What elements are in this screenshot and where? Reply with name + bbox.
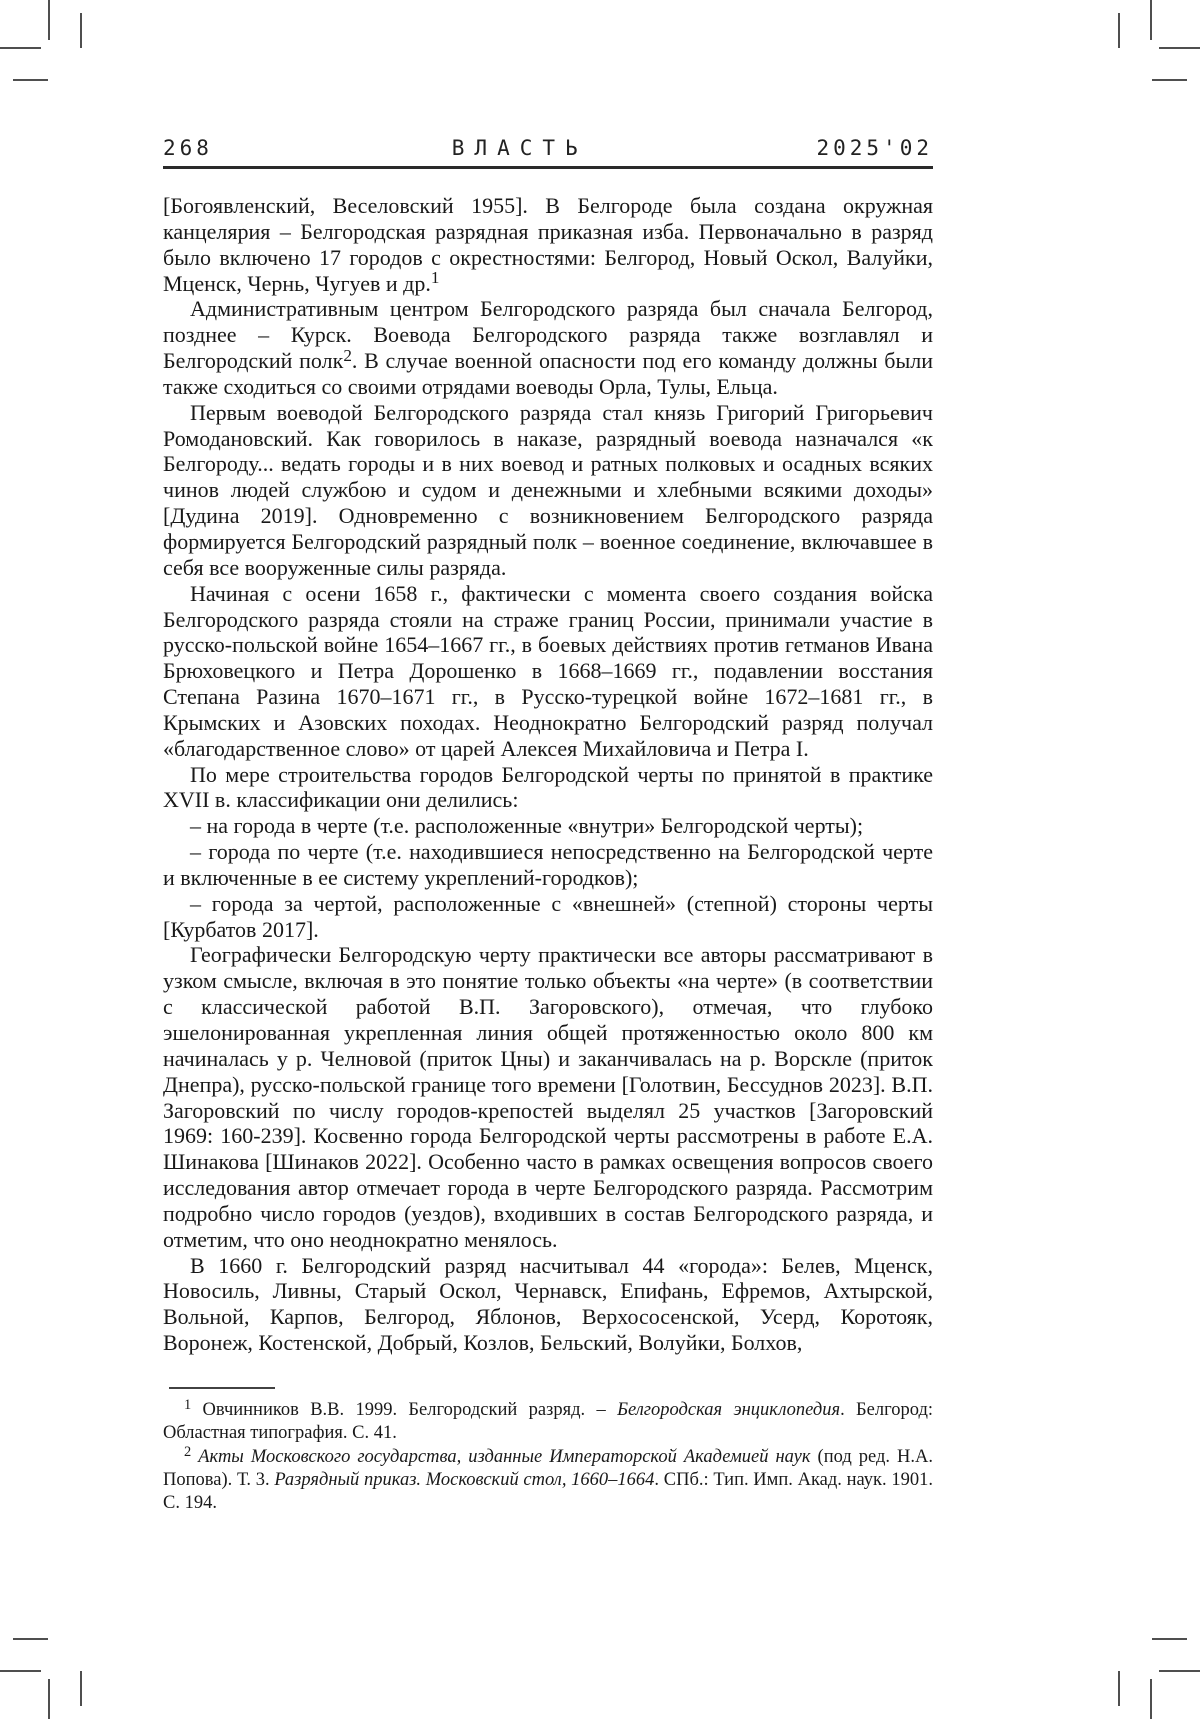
body-text [163,193,933,1356]
text-run: . СПб.: Тип. Имп. Акад. наук. 1901. С. 194. [163,1469,933,1514]
crop-mark [80,1671,82,1706]
paragraph [163,193,933,296]
paragraph [163,891,933,943]
footnote-marker: 2 [184,1443,192,1460]
text-run: Географически Белгородскую черту практически все авторы рассматривают в узком смысле, включая в это понятие только объекты «на черте» (в соответствии с классической работой В.П. Загоровского), отмечая, что глубоко эшелонированная укрепленная линия общей протяженностью около 800 км начиналась у р. Челновой (приток Цны) и заканчивалась на р. Ворскле (приток Днепра), русско-польской границе того времени [Голотвин, Бессуднов 2023]. В.П. Загоровский по числу городов-крепостей выделял 25 участков [Загоровский 1969: 160-239]. Косвенно города Белгородской черты рассмотрены в работе Е.А. Шинакова [Шинаков 2022]. Особенно часто в рамках освещения вопросов своего исследования автор отмечает города в черте Белгородского разряда. Рассмотрим подробно число городов (уездов), входивших в состав Белгородского разряда, и отметим, что оно неоднократно менялось. [163,942,933,1252]
text-run: Административным центром Белгородского разряда был сначала Белгород, позднее – Курск. Воевода Белгородского разряда также возглавлял и Белгородский полк [163,296,933,374]
text-run: Овчинников В.В. 1999. Белгородский разряд. – [191,1399,618,1420]
paragraph [163,813,933,839]
crop-mark [1152,1638,1187,1640]
footnote [163,1396,933,1446]
crop-mark [1118,13,1120,48]
text-run: – на города в черте (т.е. расположенные «внутри» Белгородской черты); [190,813,864,839]
crop-mark [1150,0,1152,40]
text-run: Разрядный приказ. Московский стол, 1660–1664 [274,1469,655,1490]
crop-mark [0,1670,41,1672]
footnote-marker: 1 [430,268,440,288]
paragraph [163,839,933,891]
text-run: Акты Московского государства, изданные Императорской Академией наук [198,1446,811,1467]
paragraph [163,1253,933,1356]
crop-mark [13,79,48,81]
page-number: 268 [163,136,213,160]
text-run: – города по черте (т.е. находившиеся непосредственно на Белгородской черте и включенные в ее систему укреплений-городков); [163,839,933,890]
footnote-separator [169,1387,275,1389]
text-run: В 1660 г. Белгородский разряд насчитывал 44 «города»: Белев, Мценск, Новосиль, Ливны, Старый Оскол, Чернавск, Епифань, Ефремов, Ахтырской, Вольной, Карпов, Белгород, Яблонов, Верхососенской, Усерд, Коротояк, Воронеж, Костенской, Добрый, Козлов, Бельский, Волуйки, Болхов, [163,1252,933,1356]
crop-mark [1152,79,1187,81]
paragraph [163,296,933,399]
text-run: (под ред. Н.А. Попова). Т. 3. [163,1446,933,1490]
crop-mark [0,47,41,49]
text-run: Белгородская энциклопедия [617,1399,841,1420]
header-rule [163,166,933,169]
text-run: – города за чертой, расположенные с «внешней» (степной) стороны черты [Курбатов 2017]. [163,890,933,942]
crop-mark [80,13,82,48]
page-header [163,136,933,160]
footnote [163,1443,933,1516]
crop-mark [48,0,50,40]
crop-mark [13,1638,48,1640]
crop-mark [1159,1670,1200,1672]
paragraph [163,942,933,1252]
crop-mark [1159,47,1200,49]
paragraph [163,581,933,762]
crop-mark [48,1679,50,1719]
crop-mark [1118,1671,1120,1706]
footnotes-list [163,1396,933,1515]
crop-mark [1150,1679,1152,1719]
page-content [163,136,933,1515]
text-run: [Богоявленский, Веселовский 1955]. В Белгороде была создана окружная канцелярия – Белгородская разрядная приказная изба. Первоначально в разряд было включено 17 городов с окрестностями: Белгород, Новый Оскол, Валуйки, Мценск, Чернь, Чугуев и др. [163,193,933,296]
text-run: Начиная с осени 1658 г., фактически с момента своего создания войска Белгородского разряда стояли на страже границ России, принимали участие в русско-польской войне 1654–1667 гг., в боевых действиях против гетманов Ивана Брюховецкого и Петра Дорошенко в 1668–1669 гг., подавлении восстания Степана Разина 1670–1671 гг., в Русско-турецкой войне 1672–1681 гг., в Крымских и Азовских походах. Неоднократно Белгородский разряд получал «благодарственное слово» от царей Алексея Михайловича и Петра I. [163,580,933,761]
text-run: . В случае военной опасности под его команду должны были также сходиться со своими отрядами воеводы Орла, Тулы, Ельца. [163,348,933,399]
text-run: Первым воеводой Белгородского разряда стал князь Григорий Григорьевич Ромодановский. Как говорилось в наказе, разрядный воевода назначался «к Белгороду... ведать городы и в них воевод и ратных полковых и осадных всяких чинов людей службою и судом и денежными и хлебными всякими доходы» [Дудина 2019]. Одновременно с возникновением Белгородского разряда формируется Белгородский разрядный полк – военное соединение, включавшее в себя все вооруженные силы разряда. [163,399,933,580]
issue-number: 2025'02 [816,136,933,160]
footnote-marker: 1 [184,1396,192,1413]
paragraph [163,762,933,814]
text-run: . Белгород: Областная типография. С. 41. [163,1399,933,1444]
footnote-marker: 2 [343,345,352,365]
text-run: По мере строительства городов Белгородской черты по принятой в практике XVII в. классификации они делились: [163,761,933,813]
journal-title: ВЛАСТЬ [451,136,588,160]
paragraph [163,400,933,581]
